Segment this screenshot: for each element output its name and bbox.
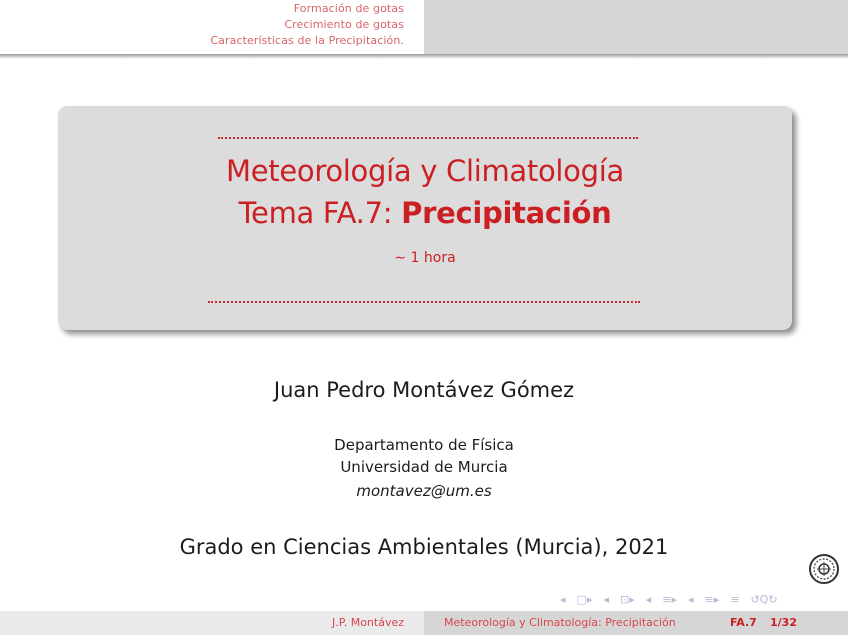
header-right-panel (424, 0, 848, 54)
presentation-subtitle (58, 196, 792, 230)
nav-section-formacion[interactable]: Formación de gotas (293, 2, 404, 15)
university: Universidad de Murcia (340, 458, 508, 476)
section-next-icon[interactable]: ≡▸ (662, 592, 678, 606)
footer-author: J.P. Montávez (332, 616, 404, 629)
subtitle-topic: Precipitación (401, 196, 612, 230)
event-date: Grado en Ciencias Ambientales (Murcia), 2021 (179, 535, 669, 559)
nav-section-crecimiento[interactable]: Crecimiento de gotas (284, 18, 404, 31)
header-nav-panel (0, 0, 424, 54)
footer-left-panel (0, 611, 424, 635)
dotted-rule-top (218, 137, 638, 139)
section-prev-icon[interactable]: ◂ (645, 592, 652, 606)
header-bar (0, 0, 848, 54)
slide-next-icon[interactable]: ≡▸ (704, 592, 720, 606)
footer-bar (0, 611, 848, 635)
dotted-rule-bottom (208, 301, 640, 303)
toc-icon[interactable]: ≡ (730, 592, 740, 606)
subsection-next-icon[interactable]: ⊡▸ (619, 592, 635, 606)
header-shadow (0, 54, 848, 59)
footer-page-number: 1/32 (770, 616, 797, 629)
nav-section-caracteristicas[interactable]: Características de la Precipitación. (210, 34, 404, 47)
footer-short-code: FA.7 (730, 616, 757, 629)
subtitle-prefix: Tema FA.7: (238, 196, 402, 230)
presentation-title: Meteorología y Climatología (226, 154, 624, 188)
search-icon[interactable]: ↺Q↻ (750, 592, 778, 606)
beamer-navigation (560, 592, 778, 606)
department: Departamento de Física (334, 436, 514, 454)
title-box (58, 106, 792, 330)
slide-prev-icon[interactable]: ◂ (688, 592, 694, 606)
footer-title: Meteorología y Climatología: Precipitación (444, 616, 676, 629)
footer-right-panel (424, 611, 848, 635)
frame-prev-icon[interactable]: ◂ (560, 592, 566, 606)
frame-next-icon[interactable]: □▸ (576, 592, 593, 606)
university-seal-icon (808, 553, 840, 585)
duration-label: ∼ 1 hora (394, 250, 456, 266)
subsection-prev-icon[interactable]: ◂ (603, 592, 609, 606)
author-name: Juan Pedro Montávez Gómez (273, 378, 575, 402)
author-email[interactable]: montavez@um.es (356, 482, 492, 500)
